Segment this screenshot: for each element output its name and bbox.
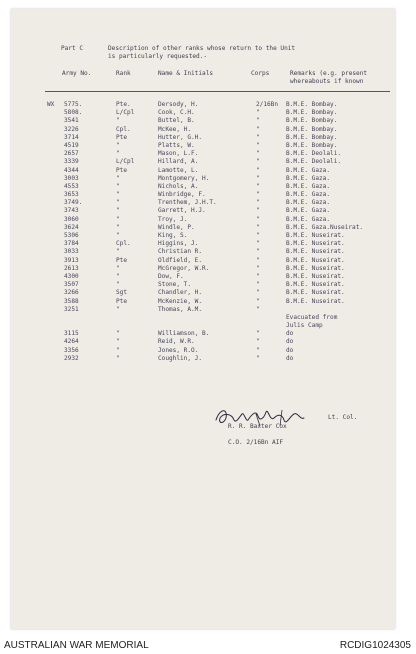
row-remarks: B.M.E. Nuseirat. xyxy=(286,256,345,264)
row-rank: " xyxy=(116,264,120,272)
row-army-no: 3624 xyxy=(64,223,79,231)
table-row xyxy=(0,101,416,109)
row-prefix: WX xyxy=(47,101,55,108)
row-rank: Cpl. xyxy=(116,125,131,133)
row-rank: " xyxy=(116,141,120,149)
row-army-no: 5306 xyxy=(64,232,79,239)
row-remarks: B.M.E. Gaza. xyxy=(286,207,331,215)
table-row xyxy=(0,126,416,134)
table-row xyxy=(0,158,416,166)
column-remarks-2: whereabouts if known xyxy=(290,78,364,85)
row-corps: " xyxy=(256,166,260,174)
row-remarks: B.M.E. Nuseirat. xyxy=(286,248,345,256)
row-army-no: 3913 xyxy=(64,256,79,264)
row-remarks: Julis Camp xyxy=(286,322,323,330)
row-corps: " xyxy=(256,330,260,338)
row-name: Buttel, B. xyxy=(158,117,195,125)
row-rank: " xyxy=(116,174,120,182)
row-corps: " xyxy=(256,346,260,354)
row-name: Nichols, A. xyxy=(158,182,199,190)
row-remarks: do xyxy=(286,330,294,338)
row-rank: " xyxy=(116,305,120,313)
row-corps: 2/16Bn xyxy=(256,101,279,108)
row-army-no: 3033 xyxy=(64,248,79,256)
row-corps: " xyxy=(256,354,260,362)
row-rank: " xyxy=(116,182,120,190)
row-corps: " xyxy=(256,215,260,223)
row-rank: " xyxy=(116,199,120,207)
row-rank: " xyxy=(116,346,120,354)
row-remarks: B.M.E. Nuseirat. xyxy=(286,289,345,297)
table-row xyxy=(0,150,416,158)
row-name: Mason, L.F. xyxy=(158,150,199,158)
row-army-no: 3266 xyxy=(64,289,79,297)
row-rank: " xyxy=(116,117,120,125)
header-underline xyxy=(45,91,390,92)
row-remarks: B.M.E. Deolali. xyxy=(286,158,342,166)
table-row xyxy=(0,134,416,142)
row-army-no: 3003 xyxy=(64,174,79,182)
row-rank: " xyxy=(116,354,120,362)
row-name: McKee, H. xyxy=(158,125,192,133)
row-corps: " xyxy=(256,297,260,305)
row-rank: L/Cpl xyxy=(116,158,135,166)
row-army-no: 3339 xyxy=(64,158,79,166)
row-corps: " xyxy=(256,109,260,117)
row-army-no: 3115 xyxy=(64,330,79,338)
row-army-no: 4519 xyxy=(64,141,79,149)
row-name: Coughlin, J. xyxy=(158,354,203,362)
column-army-no: Army No. xyxy=(62,70,92,77)
row-rank: Cpl. xyxy=(116,240,131,248)
row-army-no: 3784 xyxy=(64,240,79,248)
personnel-list xyxy=(0,101,416,363)
row-remarks: do xyxy=(286,346,294,354)
row-remarks: B.M.E. Bombay. xyxy=(286,117,338,125)
table-row xyxy=(0,109,416,117)
row-name: Thomas, A.M. xyxy=(158,305,203,313)
row-remarks: B.M.E. Nuseirat. xyxy=(286,240,345,248)
row-remarks: B.M.E. Bombay. xyxy=(286,109,338,117)
row-remarks: B.M.E. Bombay. xyxy=(286,141,338,149)
row-corps: " xyxy=(256,289,260,297)
row-name: McKenzie, W. xyxy=(158,297,203,305)
row-name: Williamson, B. xyxy=(158,330,210,338)
column-remarks-1: Remarks (e.g. present xyxy=(290,70,368,77)
row-remarks: B.M.E. Gaza. xyxy=(286,174,331,182)
signature-title: C.O. 2/16Bn AIF xyxy=(228,439,284,446)
row-army-no: 4553 xyxy=(64,182,79,190)
row-name: Dow, F. xyxy=(158,272,184,280)
row-corps: " xyxy=(256,199,260,207)
footer-bar xyxy=(0,637,416,654)
table-row xyxy=(0,117,416,125)
table-row xyxy=(0,199,416,207)
row-remarks: B.M.E. Deolali. xyxy=(286,150,342,158)
row-rank: " xyxy=(116,338,120,346)
table-row xyxy=(0,265,416,273)
row-rank: Pte xyxy=(116,297,128,305)
row-rank: Pte xyxy=(116,166,128,174)
row-remarks: B.M.E. Nuseirat. xyxy=(286,281,345,289)
row-army-no: 4344 xyxy=(64,166,79,174)
signature-rank: Lt. Col. xyxy=(328,414,358,421)
row-name: Hutter, G.H. xyxy=(158,133,203,141)
row-army-no: 3060 xyxy=(64,215,79,223)
row-name: Winbridge, F. xyxy=(158,191,206,199)
row-rank: Pte. xyxy=(116,101,131,108)
table-row xyxy=(0,240,416,248)
table-row xyxy=(0,257,416,265)
row-remarks: B.M.E. Gaza. xyxy=(286,215,331,223)
row-name: Stone, T. xyxy=(158,281,192,289)
signature-name: R. R. Baxter Cox xyxy=(228,423,287,430)
row-army-no: 3743 xyxy=(64,207,79,215)
table-row xyxy=(0,248,416,256)
row-army-no: 3541 xyxy=(64,117,79,125)
table-row xyxy=(0,281,416,289)
table-row xyxy=(0,289,416,297)
row-corps: " xyxy=(256,240,260,248)
table-row xyxy=(0,314,416,322)
table-row xyxy=(0,142,416,150)
row-corps: " xyxy=(256,338,260,346)
row-army-no: 3653 xyxy=(64,191,79,199)
table-row xyxy=(0,273,416,281)
row-name: Trenthem, J.H.T. xyxy=(158,199,217,207)
row-remarks: B.M.E. Bombay. xyxy=(286,101,338,108)
row-rank: " xyxy=(116,248,120,256)
column-name: Name & Initials xyxy=(158,70,214,77)
row-corps: " xyxy=(256,264,260,272)
table-row xyxy=(0,347,416,355)
table-row xyxy=(0,232,416,240)
table-row xyxy=(0,224,416,232)
description-line-2: is particularly requested.- xyxy=(108,53,208,60)
row-name: Higgins, J. xyxy=(158,240,199,248)
row-name: Christian R. xyxy=(158,248,203,256)
row-army-no: 5808. xyxy=(64,109,83,117)
row-rank: Pte xyxy=(116,256,128,264)
table-row xyxy=(0,355,416,363)
row-corps: " xyxy=(256,117,260,125)
table-row xyxy=(0,330,416,338)
row-corps: " xyxy=(256,281,260,289)
row-corps: " xyxy=(256,248,260,256)
row-corps: " xyxy=(256,191,260,199)
row-remarks: B.M.E. Gaza. xyxy=(286,182,331,190)
row-rank: " xyxy=(116,215,120,223)
row-remarks: B.M.E. Bombay. xyxy=(286,133,338,141)
table-row xyxy=(0,216,416,224)
row-remarks: do xyxy=(286,354,294,362)
row-rank: " xyxy=(116,191,120,199)
row-name: Reid, W.R. xyxy=(158,338,195,346)
row-name: McGregor, W.R. xyxy=(158,264,210,272)
row-rank: " xyxy=(116,150,120,158)
row-corps: " xyxy=(256,256,260,264)
row-remarks: B.M.E. Nuseirat. xyxy=(286,297,345,305)
row-remarks: Evacuated from xyxy=(286,313,338,321)
table-row xyxy=(0,338,416,346)
row-rank: " xyxy=(116,207,120,215)
row-name: King, S. xyxy=(158,232,188,239)
row-name: Platts, W. xyxy=(158,141,195,149)
table-row xyxy=(0,191,416,199)
description-line-1: Description of other ranks whose return to the Unit xyxy=(108,45,296,52)
row-army-no: 3507 xyxy=(64,281,79,289)
row-army-no: 2613 xyxy=(64,264,79,272)
row-army-no: 3356 xyxy=(64,346,79,354)
table-row xyxy=(0,183,416,191)
table-row xyxy=(0,322,416,330)
row-remarks: B.M.E. Nuseirat. xyxy=(286,264,345,272)
row-remarks: B.M.E. Nuseirat. xyxy=(286,272,345,280)
row-remarks: B.M.E. Gaza.Nuseirat. xyxy=(286,223,364,231)
part-label: Part C xyxy=(61,45,84,52)
row-remarks: B.M.E. Gaza. xyxy=(286,166,331,174)
row-army-no: 4300 xyxy=(64,272,79,280)
row-army-no: 2932 xyxy=(64,354,79,362)
column-rank: Rank xyxy=(116,70,131,77)
row-corps: " xyxy=(256,182,260,190)
table-row xyxy=(0,306,416,314)
table-row xyxy=(0,167,416,175)
footer-left: AUSTRALIAN WAR MEMORIAL xyxy=(4,640,149,651)
row-remarks: B.M.E. Bombay. xyxy=(286,125,338,133)
row-army-no: 5775. xyxy=(64,101,83,108)
row-corps: " xyxy=(256,305,260,313)
row-name: Hillard, A. xyxy=(158,158,199,166)
row-name: Jones, R.O. xyxy=(158,346,199,354)
row-rank: " xyxy=(116,330,120,338)
row-name: Garrett, H.J. xyxy=(158,207,206,215)
row-corps: " xyxy=(256,150,260,158)
row-corps: " xyxy=(256,133,260,141)
row-remarks: B.M.E. Gaza. xyxy=(286,199,331,207)
row-name: Windle, P. xyxy=(158,223,195,231)
row-remarks: B.M.E. Gaza. xyxy=(286,191,331,199)
row-remarks: B.M.E. Nuseirat. xyxy=(286,232,345,239)
table-row xyxy=(0,175,416,183)
row-corps: " xyxy=(256,272,260,280)
row-army-no: 3714 xyxy=(64,133,79,141)
row-remarks: do xyxy=(286,338,294,346)
row-army-no: 3226 xyxy=(64,125,79,133)
column-corps: Corps xyxy=(251,70,270,77)
row-name: Oldfield, E. xyxy=(158,256,203,264)
row-corps: " xyxy=(256,141,260,149)
row-corps: " xyxy=(256,207,260,215)
row-name: Dersody, H. xyxy=(158,101,199,108)
row-name: Montgomery, H. xyxy=(158,174,210,182)
row-rank: " xyxy=(116,232,120,239)
row-name: Troy, J. xyxy=(158,215,188,223)
row-corps: " xyxy=(256,223,260,231)
row-corps: " xyxy=(256,232,260,239)
row-rank: " xyxy=(116,223,120,231)
row-rank: L/Cpl xyxy=(116,109,135,117)
row-rank: " xyxy=(116,272,120,280)
row-corps: " xyxy=(256,125,260,133)
row-name: Lamotte, L. xyxy=(158,166,199,174)
row-name: Cook, C.H. xyxy=(158,109,195,117)
table-row xyxy=(0,207,416,215)
row-army-no: 4264 xyxy=(64,338,79,346)
row-army-no: 3749. xyxy=(64,199,83,207)
row-army-no: 3588 xyxy=(64,297,79,305)
row-corps: " xyxy=(256,158,260,166)
table-row xyxy=(0,298,416,306)
row-army-no: 2657 xyxy=(64,150,79,158)
row-rank: Sgt xyxy=(116,289,128,297)
footer-right: RCDIG1024305 xyxy=(339,640,411,651)
row-name: Chandler, H. xyxy=(158,289,203,297)
row-rank: Pte xyxy=(116,133,128,141)
row-rank: " xyxy=(116,281,120,289)
row-army-no: 3251 xyxy=(64,305,79,313)
row-corps: " xyxy=(256,174,260,182)
